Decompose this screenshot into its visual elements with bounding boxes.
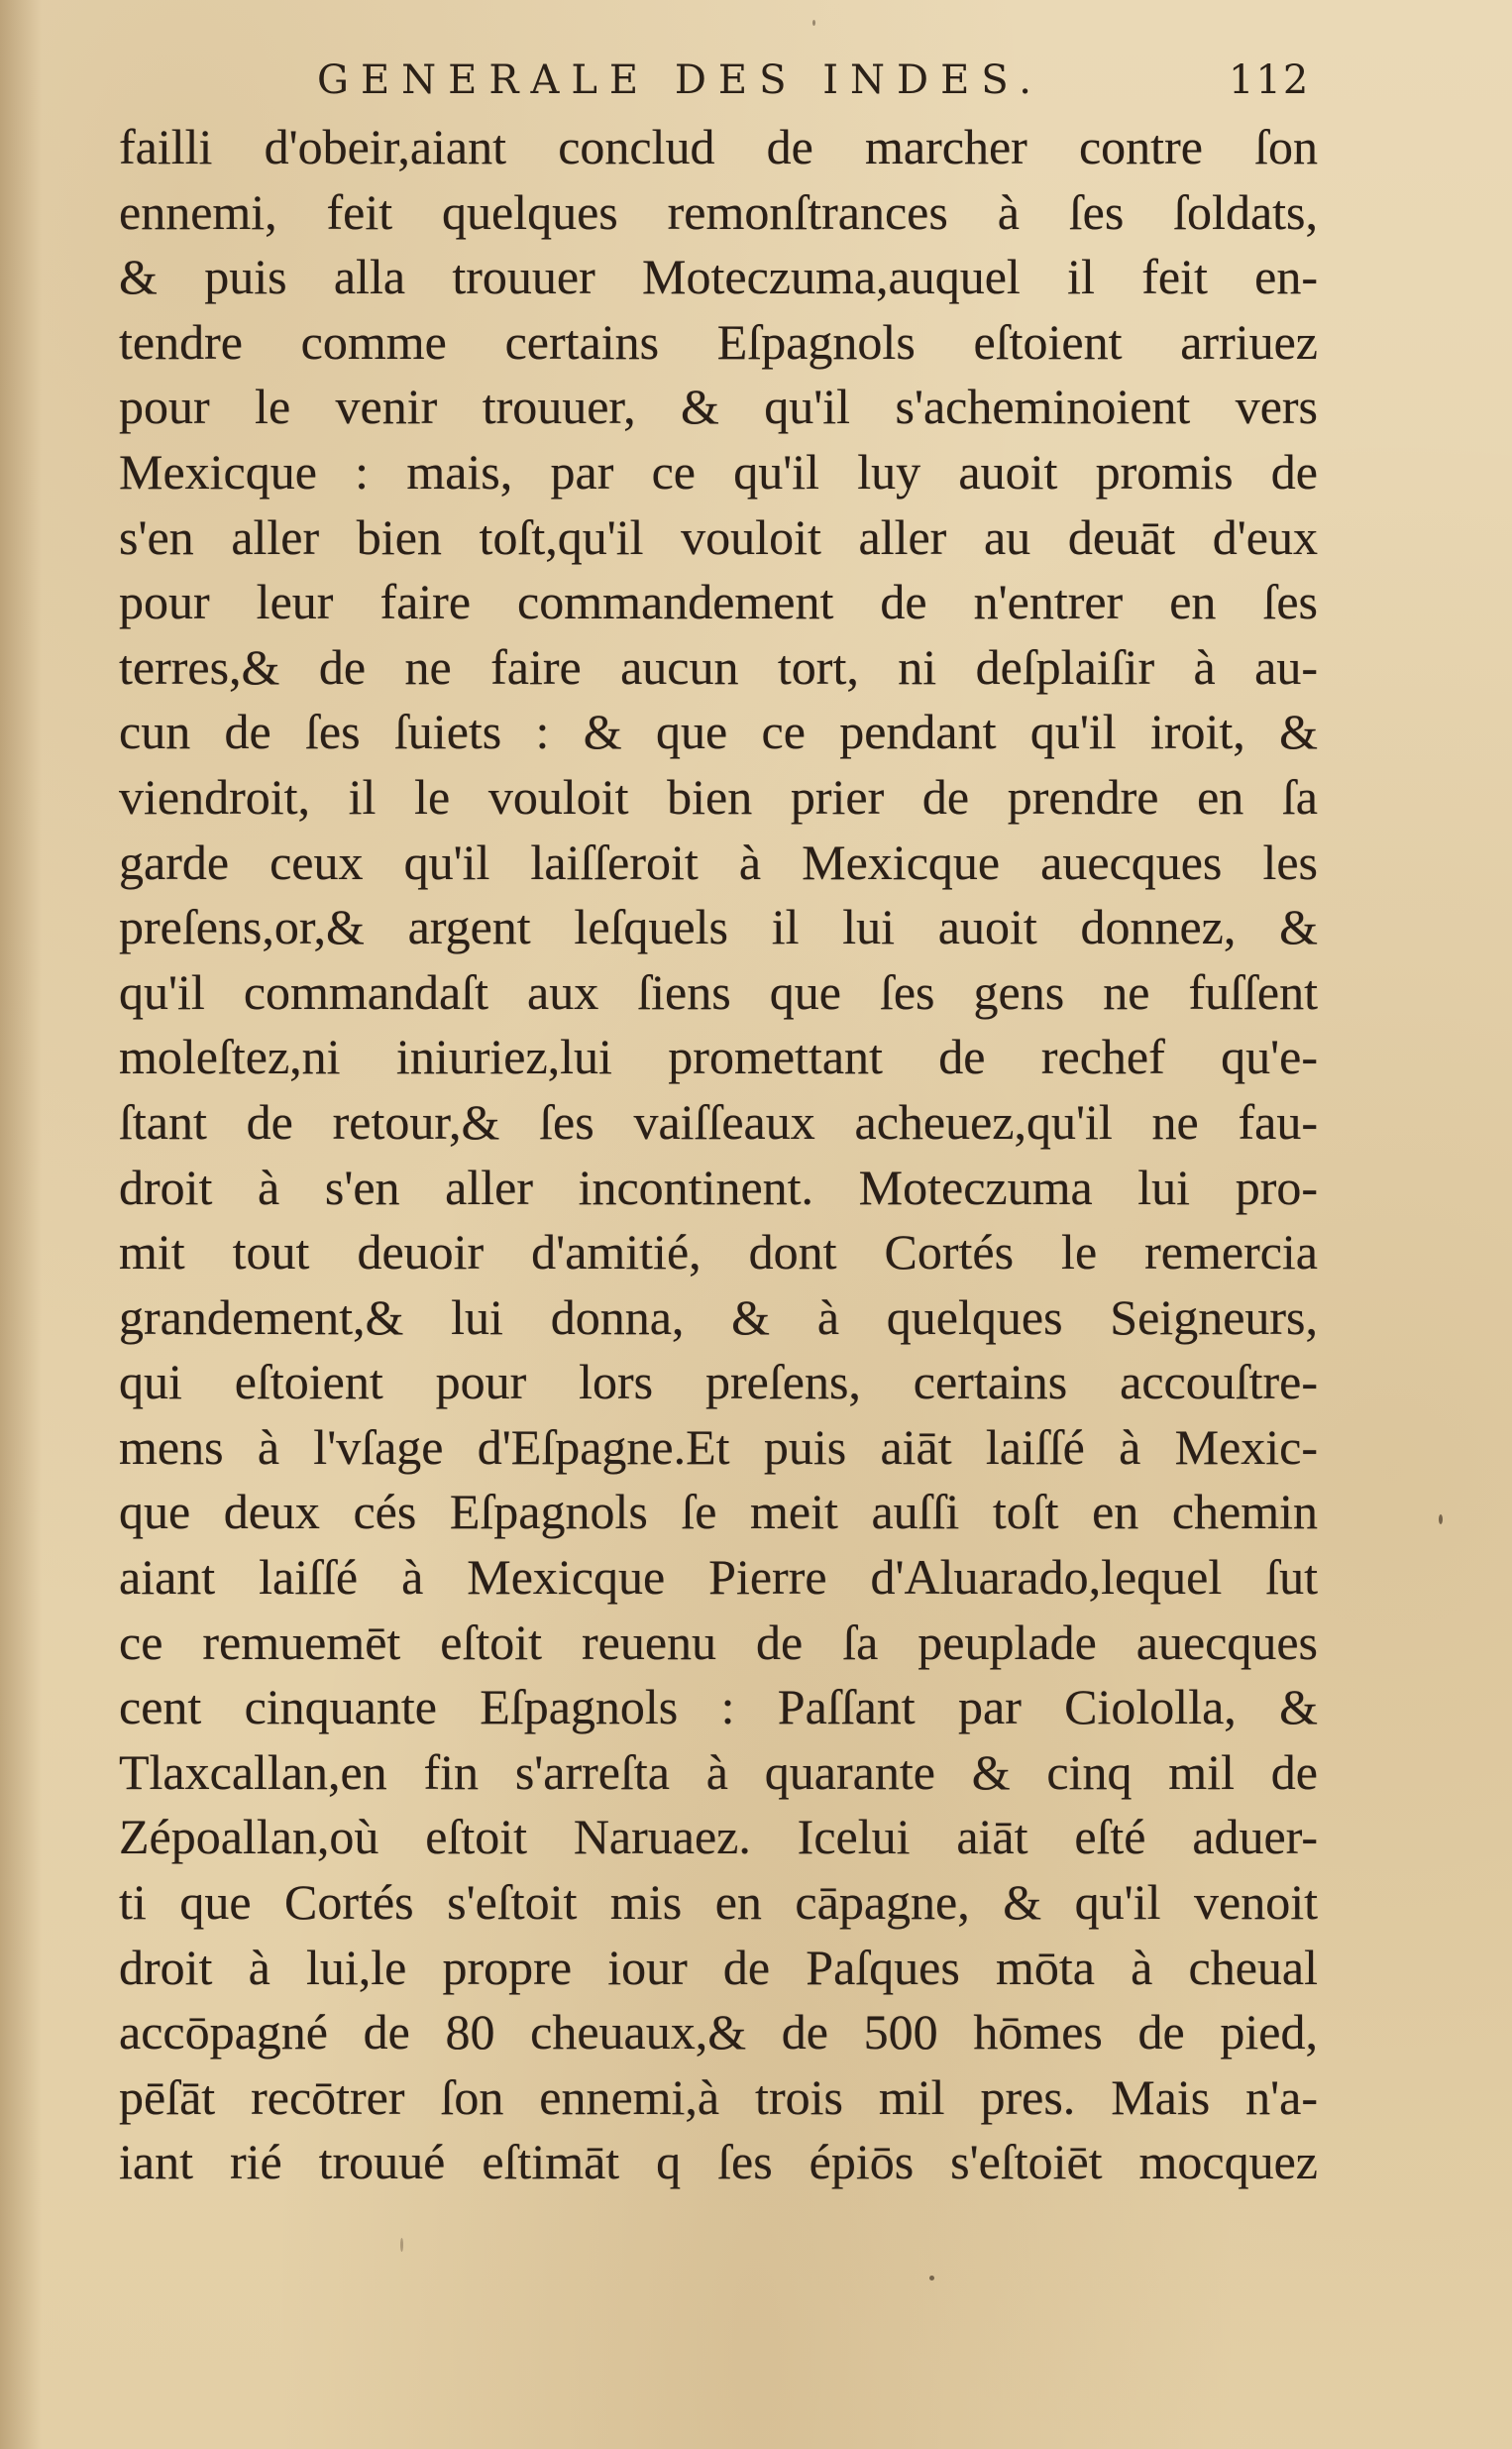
text-line: ti que Cortés s'eſtoit mis en cāpagne, & qu'il venoit <box>119 1874 1318 1931</box>
text-line: qu'il commandaſt aux ſiens que ſes gens ne fuſſent <box>119 963 1318 1020</box>
text-line: aiant laiſſé à Mexicque Pierre d'Aluarado,lequel ſut <box>119 1549 1318 1606</box>
text-line: droit à s'en aller incontinent. Moteczuma lui pro- <box>119 1159 1318 1215</box>
text-line: droit à lui,le propre iour de Paſques mōta à cheual <box>119 1939 1318 1995</box>
text-line: pour leur faire commandement de n'entrer en ſes <box>119 574 1318 630</box>
text-line: mit tout deuoir d'amitié, dont Cortés le remercia <box>119 1224 1318 1280</box>
text-line: iant rié trouué eſtimāt q ſes épiōs s'eſtoiēt mocquez <box>119 2134 1318 2190</box>
text-line: que deux cés Eſpagnols ſe meit auſſi toſt en chemin <box>119 1484 1318 1540</box>
running-head <box>119 57 1311 107</box>
body-text <box>119 115 1318 2195</box>
text-line: & puis alla trouuer Moteczuma,auquel il feit en- <box>119 249 1318 305</box>
text-line: qui eſtoient pour lors preſens, certains accouſtre- <box>119 1354 1318 1410</box>
text-line: tendre comme certains Eſpagnols eſtoient arriuez <box>119 313 1318 370</box>
text-line: failli d'obeir,aiant conclud de marcher contre ſon <box>119 119 1318 174</box>
paper-speck <box>400 2238 403 2252</box>
text-line: preſens,or,& argent leſquels il lui auoit donnez, & <box>119 899 1318 955</box>
page-number: 112 <box>1229 57 1311 103</box>
paper-speck <box>812 20 815 26</box>
running-head-title: GENERALE DES INDES. <box>317 57 1043 103</box>
text-line: cun de ſes ſuiets : & que ce pendant qu'il iroit, & <box>119 704 1318 760</box>
text-line: garde ceux qu'il laiſſeroit à Mexicque auecques les <box>119 834 1318 890</box>
text-line: terres,& de ne faire aucun tort, ni deſplaiſir à au- <box>119 638 1318 695</box>
text-line: moleſtez,ni iniuriez,lui promettant de rechef qu'e- <box>119 1029 1318 1085</box>
text-line: mens à l'vſage d'Eſpagne.Et puis aiāt laiſſé à Mexic- <box>119 1418 1318 1475</box>
text-line: cent cinquante Eſpagnols : Paſſant par Ciololla, & <box>119 1679 1318 1735</box>
text-line: Tlaxcallan,en fin s'arreſta à quarante & cinq mil de <box>119 1743 1318 1800</box>
text-line: ce remuemēt eſtoit reuenu de ſa peuplade auecques <box>119 1614 1318 1670</box>
text-line: s'en aller bien toſt,qu'il vouloit aller au deuāt d'eux <box>119 508 1318 565</box>
text-line: accōpagné de 80 cheuaux,& de 500 hōmes de pied, <box>119 2004 1318 2060</box>
paper-speck <box>1439 1514 1443 1524</box>
text-line: pēſāt recōtrer ſon ennemi,à trois mil pres. Mais n'a- <box>119 2068 1318 2125</box>
text-line: grandement,& lui donna, & à quelques Seigneurs, <box>119 1288 1318 1345</box>
text-line: Mexicque : mais, par ce qu'il luy auoit promis de <box>119 443 1318 500</box>
text-line: ſtant de retour,& ſes vaiſſeaux acheuez,qu'il ne fau- <box>119 1093 1318 1150</box>
text-line: viendroit, il le vouloit bien prier de prendre en ſa <box>119 768 1318 825</box>
text-line: pour le venir trouuer, & qu'il s'acheminoient vers <box>119 379 1318 435</box>
text-line: Zépoallan,où eſtoit Naruaez. Icelui aiāt eſté aduer- <box>119 1809 1318 1865</box>
paper-speck <box>929 2276 934 2281</box>
text-line: ennemi, feit quelques remonſtrances à ſes ſoldats, <box>119 183 1318 240</box>
page-gutter-shadow <box>0 0 42 2449</box>
